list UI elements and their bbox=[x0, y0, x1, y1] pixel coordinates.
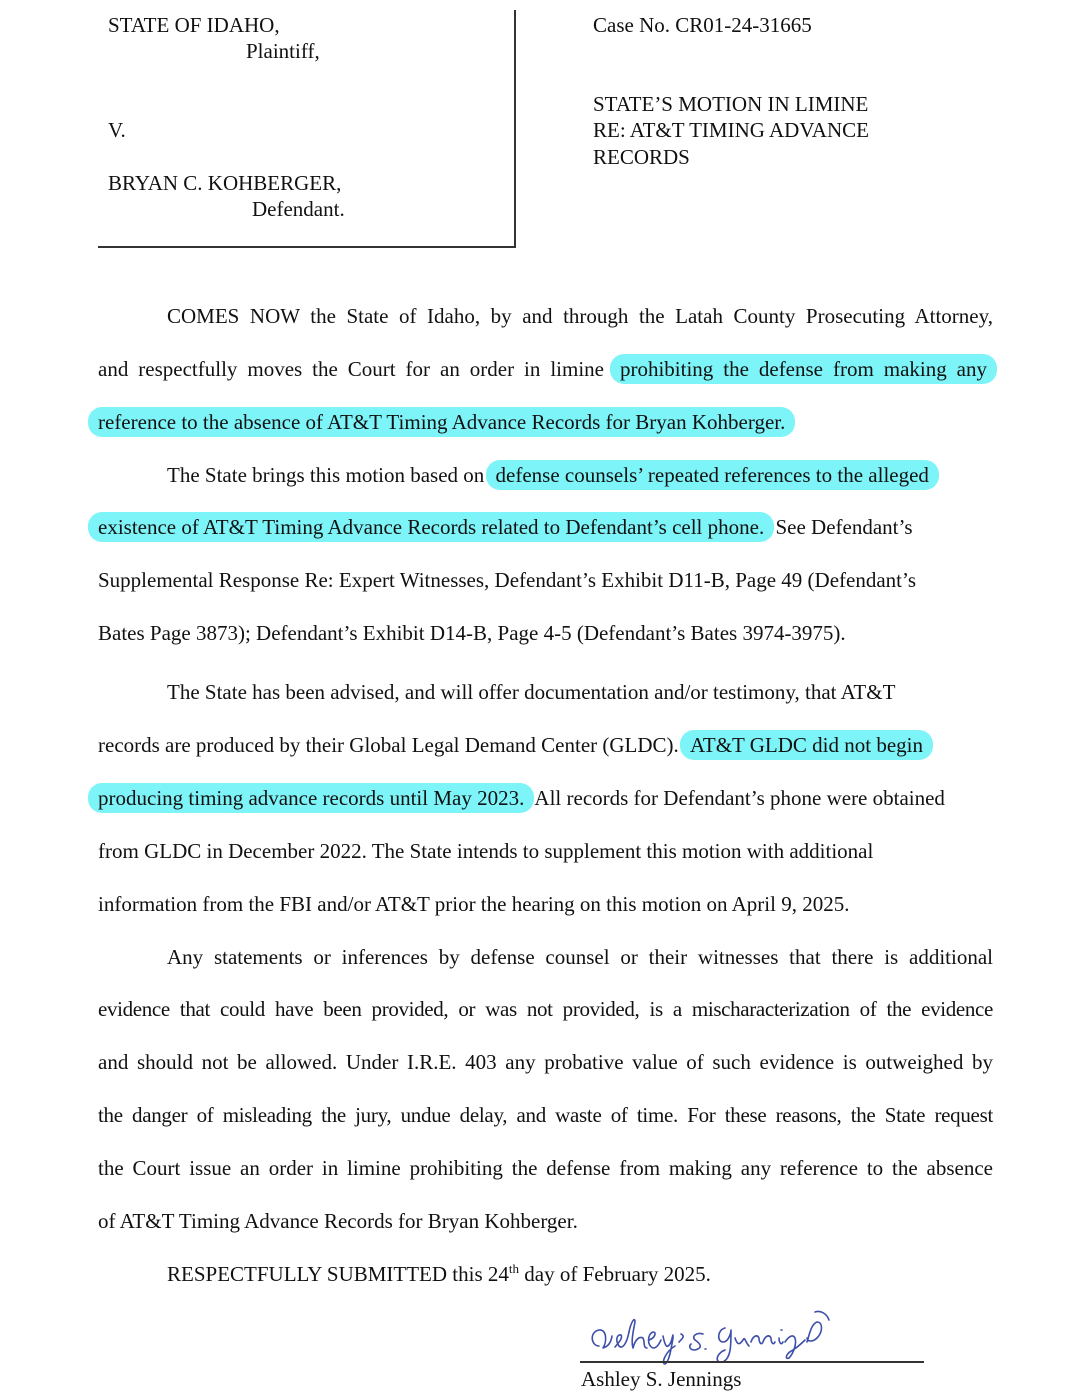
highlighted-passage: existence of AT&T Timing Advance Records related to Defendant’s cell phone. bbox=[88, 512, 774, 542]
motion-title-line-3: RECORDS bbox=[593, 145, 690, 169]
paragraph-3-text: All records for Defendant’s phone were obtained bbox=[534, 786, 945, 810]
signature-line bbox=[580, 1361, 924, 1363]
paragraph-4-line-4: the danger of misleading the jury, undue delay, and waste of time. For these reasons, the State request bbox=[98, 1103, 993, 1127]
paragraph-3-line-1: The State has been advised, and will offer documentation and/or testimony, that AT&T bbox=[167, 680, 896, 704]
plaintiff-role: Plaintiff, bbox=[246, 39, 320, 63]
case-number: Case No. CR01-24-31665 bbox=[593, 13, 812, 37]
paragraph-1-text: and respectfully moves the Court for an order in limine bbox=[98, 357, 604, 381]
paragraph-3-line-5: information from the FBI and/or AT&T prior the hearing on this motion on April 9, 2025. bbox=[98, 892, 850, 916]
paragraph-2-text: See Defendant’s bbox=[775, 515, 913, 539]
signatory-name: Ashley S. Jennings bbox=[581, 1367, 742, 1391]
motion-title-line-2: RE: AT&T TIMING ADVANCE bbox=[593, 118, 869, 142]
handwritten-signature bbox=[585, 1302, 845, 1366]
versus: V. bbox=[108, 118, 126, 142]
highlighted-passage: prohibiting the defense from making any bbox=[610, 354, 997, 384]
paragraph-2-text: The State brings this motion based on bbox=[167, 463, 485, 487]
paragraph-3-line-2 bbox=[98, 730, 993, 760]
paragraph-2-line-2 bbox=[98, 512, 993, 542]
paragraph-1-line-1: COMES NOW the State of Idaho, by and through the Latah County Prosecuting Attorney, bbox=[167, 304, 993, 328]
ordinal-suffix: th bbox=[508, 1261, 520, 1276]
paragraph-3-line-3 bbox=[98, 783, 993, 813]
motion-title-line-1: STATE’S MOTION IN LIMINE bbox=[593, 92, 869, 116]
paragraph-2-line-3: Supplemental Response Re: Expert Witnesses, Defendant’s Exhibit D11-B, Page 49 (Defendant’s bbox=[98, 568, 916, 592]
plaintiff-name: STATE OF IDAHO, bbox=[108, 13, 280, 37]
paragraph-4-line-1: Any statements or inferences by defense counsel or their witnesses that there is additional bbox=[167, 945, 993, 969]
closing-statement: RESPECTFULLY SUBMITTED this 24th day of February 2025. bbox=[167, 1261, 711, 1286]
caption-horizontal-divider bbox=[98, 246, 516, 248]
paragraph-2-line-4: Bates Page 3873); Defendant’s Exhibit D14-B, Page 4-5 (Defendant’s Bates 3974-3975). bbox=[98, 621, 846, 645]
caption-vertical-divider bbox=[514, 10, 516, 248]
defendant-name: BRYAN C. KOHBERGER, bbox=[108, 171, 342, 195]
highlighted-passage: defense counsels’ repeated references to the alleged bbox=[486, 460, 939, 490]
defendant-role: Defendant. bbox=[252, 197, 345, 221]
paragraph-3-text: records are produced by their Global Legal Demand Center (GLDC). bbox=[98, 733, 679, 757]
paragraph-1-line-2 bbox=[98, 354, 993, 384]
paragraph-4-line-5: the Court issue an order in limine prohibiting the defense from making any reference to the absence bbox=[98, 1156, 993, 1180]
highlighted-passage: AT&T GLDC did not begin bbox=[680, 730, 933, 760]
paragraph-4-line-2: evidence that could have been provided, or was not provided, is a mischaracterization of the evidence bbox=[98, 997, 993, 1021]
highlighted-passage: producing timing advance records until May 2023. bbox=[88, 783, 534, 813]
paragraph-4-line-6: of AT&T Timing Advance Records for Bryan Kohberger. bbox=[98, 1209, 578, 1233]
paragraph-3-line-4: from GLDC in December 2022. The State intends to supplement this motion with additional bbox=[98, 839, 874, 863]
paragraph-1-line-3 bbox=[98, 407, 993, 437]
paragraph-4-line-3: and should not be allowed. Under I.R.E. 403 any probative value of such evidence is outweighed by bbox=[98, 1050, 993, 1074]
highlighted-passage: reference to the absence of AT&T Timing Advance Records for Bryan Kohberger. bbox=[88, 407, 795, 437]
paragraph-2-line-1 bbox=[167, 460, 993, 490]
